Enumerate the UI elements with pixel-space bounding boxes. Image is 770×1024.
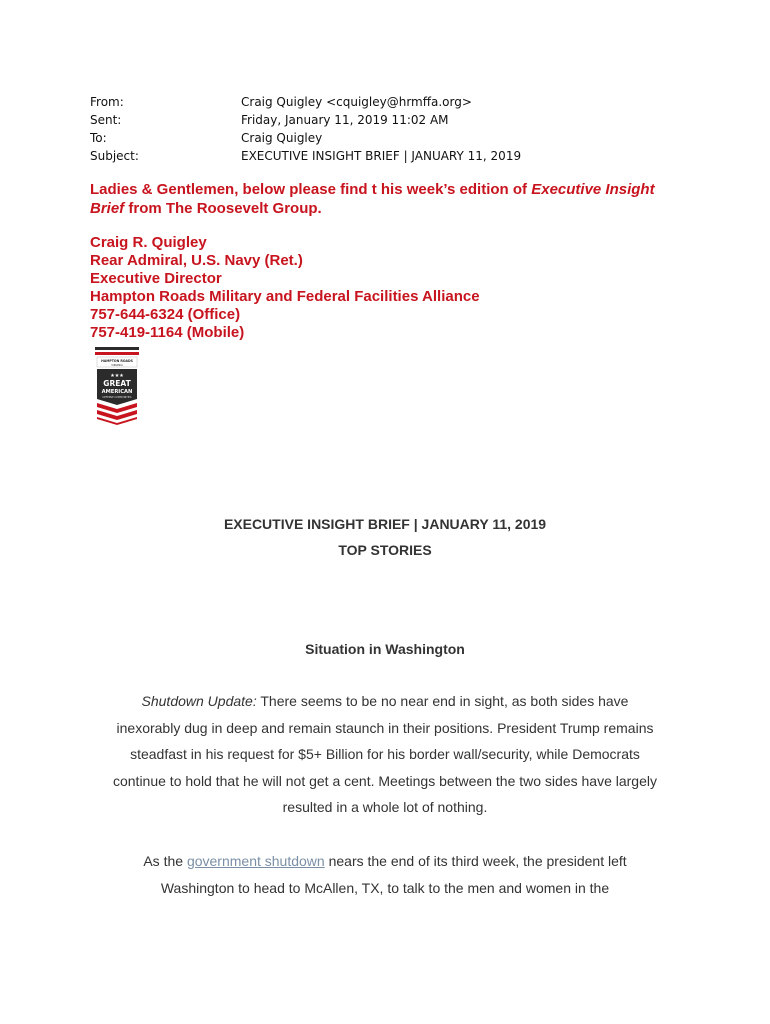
intro-brief-name: Executive Insight Brief (90, 181, 655, 217)
government-shutdown-link[interactable]: government shutdown (186, 853, 325, 869)
intro-part1: Ladies & Gentlemen, below please find t his week’s edition of (90, 181, 532, 198)
paragraph2-pre: As the (143, 853, 187, 869)
logo-top-text: HAMPTON ROADS (101, 359, 133, 363)
sent-value: Friday, January 11, 2019 11:02 AM (241, 113, 449, 127)
section-title: Situation in Washington (305, 641, 465, 657)
signature-role: Executive Director (90, 270, 222, 287)
signature-office-phone: 757-644-6324 (Office) (90, 306, 241, 323)
logo-word-american: AMERICAN (101, 389, 133, 395)
shutdown-update-paragraph (110, 688, 660, 821)
intro-text (90, 180, 690, 218)
great-american-defense-communities-logo (95, 347, 139, 425)
signature-name: Craig R. Quigley (90, 234, 207, 251)
brief-subtitle: TOP STORIES (338, 542, 432, 558)
from-label: From: (90, 95, 124, 109)
from-row (90, 93, 521, 111)
signature-rank: Rear Admiral, U.S. Navy (Ret.) (90, 252, 303, 269)
sent-label: Sent: (90, 113, 122, 127)
logo-tagline: DEFENSE COMMUNITIES (102, 396, 132, 399)
shutdown-followup-paragraph (110, 848, 660, 901)
paragraph-body: There seems to be no near end in sight, as both sides have inexorably dug in deep and remain staunch in their positions. President Trump remains steadfast in his request for $5+ Billion for his border wall/security, while Democrats continue to hold that he will not get a cent. Meetings between the two sides have largely resulted in a whole lot of nothing. (112, 693, 657, 815)
to-value: Craig Quigley (241, 131, 323, 145)
subject-row (90, 147, 521, 165)
signature-mobile-phone: 757-419-1164 (Mobile) (90, 324, 245, 341)
to-row (90, 129, 521, 147)
to-label: To: (90, 131, 107, 145)
paragraph2-post: nears the end of its third week, the president left Washington to head to McAllen, TX, to talk to the men and women in the (160, 853, 627, 896)
signature-block (90, 234, 480, 342)
brief-title: EXECUTIVE INSIGHT BRIEF | JANUARY 11, 2019 (223, 516, 547, 532)
subject-label: Subject: (90, 149, 139, 163)
email-header (90, 93, 521, 165)
subject-value: EXECUTIVE INSIGHT BRIEF | JANUARY 11, 2019 (241, 149, 522, 163)
paragraph-lead: Shutdown Update: (141, 693, 257, 709)
from-value: Craig Quigley <cquigley@hrmffa.org> (241, 95, 472, 109)
logo-stars: ★★★ (110, 373, 124, 379)
intro-part3: from The Roosevelt Group. (124, 200, 322, 217)
logo-word-great: GREAT (103, 379, 131, 388)
logo-sub-text: VIRGINIA (111, 364, 123, 367)
sent-row (90, 111, 521, 129)
signature-org: Hampton Roads Military and Federal Facilities Alliance (90, 288, 480, 305)
